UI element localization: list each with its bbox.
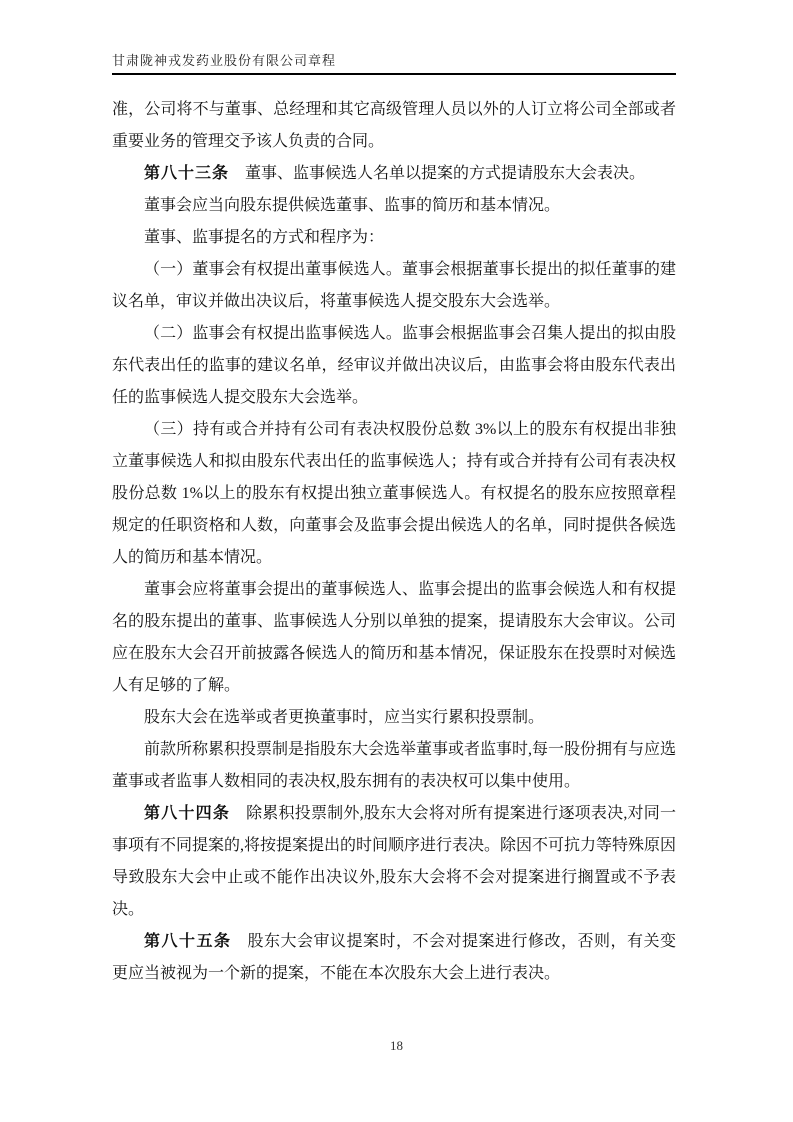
paragraph-continuation — [112, 94, 676, 158]
paragraph-text: 董事、监事候选人名单以提案的方式提请股东大会表决。 — [245, 165, 646, 182]
paragraph-text: 股东大会审议提案时，不会对提案进行修改，否则，有关变更应当被视为一个新的提案，不能在本次股东大会上进行表决。 — [112, 933, 676, 982]
paragraph-text: 股东大会在选举或者更换董事时，应当实行累积投票制。 — [144, 709, 545, 726]
paragraph-text: 前款所称累积投票制是指股东大会选举董事或者监事时,每一股份拥有与应选董事或者监事人数相同的表决权,股东拥有的表决权可以集中使用。 — [112, 741, 677, 790]
paragraph-text: （三）持有或合并持有公司有表决权股份总数 3%以上的股东有权提出非独立董事候选人和拟由股东代表出任的监事候选人；持有或合并持有公司有表决权股份总数 1%以上的股东有权提出独立董事候选人。有权提名的股东应按照章程规定的任职资格和人数，向董事会及监事会提出候选人的名单，同时提供各候选人的简历和基本情况。 — [112, 421, 676, 566]
paragraph-text: 董事会应将董事会提出的董事候选人、监事会提出的监事会候选人和有权提名的股东提出的董事、监事候选人分别以单独的提案，提请股东大会审议。公司应在股东大会召开前披露各候选人的简历和基本情况，保证股东在投票时对候选人有足够的了解。 — [112, 581, 676, 694]
paragraph — [112, 222, 676, 254]
paragraph-text: 董事、监事提名的方式和程序为： — [144, 229, 385, 246]
paragraph-article-83 — [112, 158, 676, 190]
paragraph-item-1 — [112, 254, 676, 318]
article-number: 第八十三条 — [144, 165, 230, 182]
paragraph-article-84 — [112, 798, 676, 926]
paragraph — [112, 702, 676, 734]
paragraph — [112, 734, 676, 798]
document-body — [112, 94, 676, 990]
paragraph-text: 董事会应当向股东提供候选董事、监事的简历和基本情况。 — [144, 197, 561, 214]
paragraph-item-3 — [112, 414, 676, 574]
paragraph-text: （一）董事会有权提出董事候选人。董事会根据董事长提出的拟任董事的建议名单，审议并做出决议后，将董事候选人提交股东大会选举。 — [112, 261, 676, 310]
article-number: 第八十五条 — [144, 933, 232, 950]
article-number: 第八十四条 — [144, 805, 231, 822]
paragraph-article-85 — [112, 926, 676, 990]
page-header-title: 甘肃陇神戎发药业股份有限公司章程 — [112, 51, 676, 75]
paragraph-text: 除累积投票制外,股东大会将对所有提案进行逐项表决,对同一事项有不同提案的,将按提案提出的时间顺序进行表决。除因不可抗力等特殊原因导致股东大会中止或不能作出决议外,股东大会将不会对提案进行搁置或不予表决。 — [112, 805, 677, 918]
paragraph — [112, 190, 676, 222]
paragraph — [112, 574, 676, 702]
paragraph-item-2 — [112, 318, 676, 414]
page-number: 18 — [390, 1038, 403, 1053]
paragraph-text: 准，公司将不与董事、总经理和其它高级管理人员以外的人订立将公司全部或者重要业务的管理交予该人负责的合同。 — [112, 101, 676, 150]
paragraph-text: （二）监事会有权提出监事候选人。监事会根据监事会召集人提出的拟由股东代表出任的监事的建议名单，经审议并做出决议后，由监事会将由股东代表出任的监事候选人提交股东大会选举。 — [112, 325, 676, 406]
